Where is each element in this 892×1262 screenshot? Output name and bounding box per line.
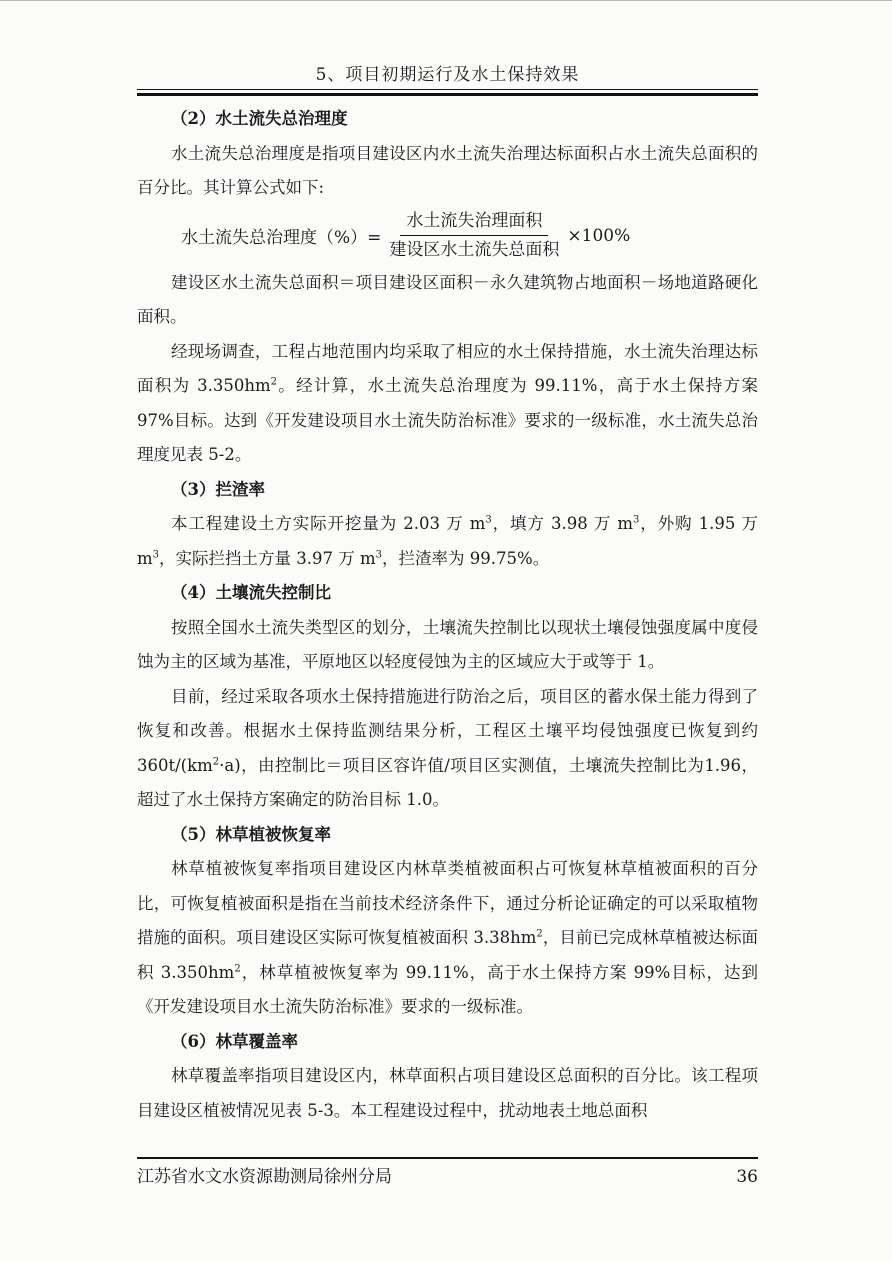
text-run: ， bbox=[159, 548, 176, 568]
text-line: 到了恢复和改善。根据水土保持监测结果分析，工程区土壤平均侵蚀强度已恢复 bbox=[137, 686, 759, 740]
text-run: ，填方 3.98 万 m bbox=[491, 514, 634, 533]
superscript: 3 bbox=[633, 514, 640, 526]
paragraph bbox=[137, 335, 758, 473]
page-header-title: 5、项目初期运行及水土保持效果 bbox=[315, 65, 580, 85]
text-run: ，林草植被恢复率为 99.11%，高于水土保持方案 99% bbox=[240, 962, 671, 982]
superscript: 3 bbox=[152, 549, 160, 560]
text-line: 林草植被恢复率指项目建设区内林草类植被面积占可恢复林草植被面积的 bbox=[171, 859, 725, 878]
text-run: ，拦渣率为 99.75%。 bbox=[382, 548, 550, 568]
paragraph bbox=[137, 266, 758, 335]
page-top-border bbox=[0, 0, 892, 1]
superscript: 2 bbox=[234, 963, 241, 974]
formula-fraction bbox=[383, 210, 565, 261]
formula-denominator: 建设区水土流失总面积 bbox=[389, 240, 560, 260]
text-line: 面积的百分比。其计算公式如下: bbox=[137, 143, 759, 197]
page-number: 36 bbox=[736, 1167, 758, 1187]
text-line: 程项目建设区植被情况见表 5-3。本工程建设过程中，扰动地表土地总面积 bbox=[137, 1066, 759, 1120]
text-line: 路硬化面积。 bbox=[137, 272, 759, 326]
text-line: 建设区水土流失总面积＝项目建设区面积－永久建筑物占地面积－场地道 bbox=[171, 272, 708, 292]
section-heading: （4）土壤流失控制比 bbox=[171, 583, 331, 602]
footer-organization: 江苏省水文水资源勘测局徐州分局 bbox=[137, 1167, 392, 1187]
section-heading: （6）林草覆盖率 bbox=[171, 1031, 298, 1051]
text-run: 采取植物措施的面积。项目建设区实际可恢复植被面积 3.38hm bbox=[137, 893, 759, 947]
paragraph bbox=[137, 611, 758, 680]
document-body bbox=[137, 102, 758, 1128]
text-line: 百分比，可恢复植被面积是指在当前技术经济条件下，通过分析论证确定的可以 bbox=[137, 859, 759, 913]
text-line: 1.96，超过了水土保持方案确定的防治目标 1.0。 bbox=[137, 755, 758, 809]
text-line: 达标面积为 3.350hm bbox=[137, 341, 759, 395]
text-run: 实际拦挡土方量 3.97 万 m bbox=[175, 548, 376, 568]
header-rule-thin bbox=[137, 89, 758, 90]
text-run: 到约 360t/(km bbox=[137, 721, 759, 775]
superscript: 3 bbox=[375, 549, 383, 560]
formula bbox=[137, 206, 758, 266]
formula-rhs: ×100% bbox=[567, 225, 631, 246]
paragraph bbox=[137, 680, 758, 818]
text-line: 按照全国水土流失类型区的划分，土壤流失控制比以现状土壤侵蚀强度属中 bbox=[171, 617, 725, 637]
paragraph bbox=[137, 507, 758, 576]
text-line: 林草覆盖率指项目建设区内，林草面积占项目建设区总面积的百分比。该工 bbox=[171, 1066, 725, 1085]
text-line: 水土流失总治理度是指项目建设区内水土流失治理达标面积占水土流失总 bbox=[171, 143, 708, 163]
formula-numerator: 水土流失治理面积 bbox=[400, 210, 548, 236]
footer-rule bbox=[137, 1157, 758, 1159]
paragraph bbox=[137, 1059, 758, 1128]
text-line: 目前，经过采取各项水土保持措施进行防治之后，项目区的蓄水保土能力得 bbox=[171, 686, 725, 706]
text-run: 本工程建设土方实际开挖量为 2.03 万 m bbox=[171, 514, 486, 533]
text-run: ·a)，由控制比＝项目区容许值/项目区实测值，土壤流失控制比为 bbox=[219, 755, 705, 775]
text-line: 案 97%目标。达到《开发建设项目水土流失防治标准》要求的一级标准，水土流 bbox=[137, 376, 758, 430]
section-heading: （3）拦渣率 bbox=[171, 479, 265, 499]
section-heading: （2）水土流失总治理度 bbox=[171, 109, 348, 128]
text-line: 度侵蚀为主的区域为基准，平原地区以轻度侵蚀为主的区域应大于或等于 1。 bbox=[137, 617, 759, 671]
superscript: 2 bbox=[212, 756, 220, 767]
text-line: 经现场调查，工程占地范围内均采取了相应的水土保持措施，水土流失治理 bbox=[171, 341, 725, 361]
text-line: 失总治理度见表 5-2。 bbox=[137, 410, 758, 464]
section-heading: （5）林草植被恢复率 bbox=[171, 824, 331, 844]
formula-lhs: 水土流失总治理度（%）= bbox=[181, 228, 382, 248]
text-line: 。经计算，水土流失总治理度为 99.11%，高于水土保持方 bbox=[276, 376, 742, 395]
header-rule-thick bbox=[137, 93, 758, 96]
text-run: ，外购 1.95 万 m bbox=[137, 514, 759, 568]
superscript: 2 bbox=[536, 928, 543, 940]
superscript: 3 bbox=[485, 514, 492, 526]
text-line: 目标，达到《开发建设项目水土流失防治标准》要求的一级标准。 bbox=[137, 962, 758, 1016]
superscript: 2 bbox=[270, 376, 277, 388]
text-run: 草植被达标面积 3.350hm bbox=[137, 928, 758, 982]
paragraph bbox=[137, 852, 758, 1025]
paragraph bbox=[137, 137, 758, 206]
text-run: ，目前已完成林 bbox=[542, 928, 659, 947]
